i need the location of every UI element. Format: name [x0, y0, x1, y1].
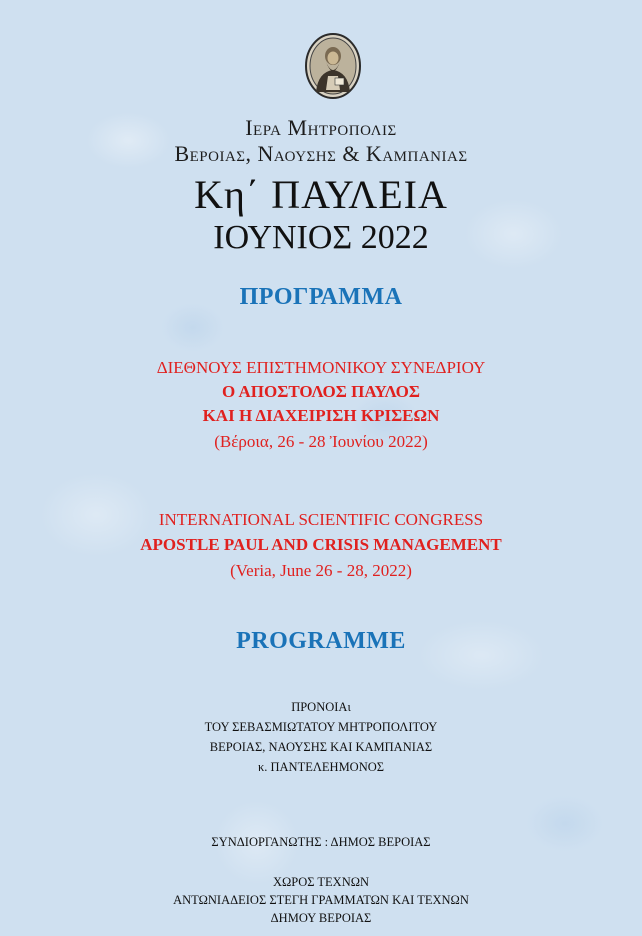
patronage-line-3: ΒΕΡΟΙΑΣ, ΝΑΟΥΣΗΣ ΚΑΙ ΚΑΜΠΑΝΙΑΣ [209, 740, 433, 754]
greek-congress-line-2: Ο ΑΠΟΣΤΟΛΟΣ ΠΑΥΛΟΣ [221, 382, 421, 401]
co-organizer: ΣΥΝΔΙΟΡΓΑΝΩΤΗΣ : ΔΗΜΟΣ ΒΕΡΟΙΑΣ [211, 835, 431, 849]
greek-congress-line-1: ΔΙΕΘΝΟΥΣ ΕΠΙΣΤΗΜΟΝΙΚΟΥ ΣΥΝΕΔΡΙΟΥ [156, 358, 486, 377]
english-program-heading: PROGRAMME [236, 628, 406, 654]
metropolis-line: Ιερα Μητροπολις [245, 115, 397, 140]
event-month-year: ΙΟΥΝΙΟΣ 2022 [213, 219, 429, 256]
english-congress-dates: (Veria, June 26 - 28, 2022) [230, 561, 412, 580]
venue-line-2: ΑΝΤΩΝΙΑΔΕΙΟΣ ΣΤΕΓΗ ΓΡΑΜΜΑΤΩΝ ΚΑΙ ΤΕΧΝΩΝ [173, 893, 469, 907]
patronage-line-4: κ. ΠΑΝΤΕΛΕΗΜΟΝΟΣ [257, 760, 385, 774]
patronage-line-1: ΠΡΟΝΟΙΑι [291, 700, 351, 714]
english-congress-line-2: APOSTLE PAUL AND CRISIS MANAGEMENT [140, 535, 502, 554]
greek-program-heading: ΠΡΟΓΡΑΜΜΑ [239, 284, 403, 310]
metropolis-region-line: Βεροιας, Ναουσης & Καμπανιας [174, 141, 468, 166]
english-congress-line-1: INTERNATIONAL SCIENTIFIC CONGRESS [158, 510, 484, 529]
venue-line-3: ΔΗΜΟΥ ΒΕΡΟΙΑΣ [270, 911, 372, 925]
event-title: Κη΄ ΠΑΥΛΕΙΑ [194, 172, 448, 217]
greek-congress-line-3: ΚΑΙ Η ΔΙΑΧΕΙΡΙΣΗ ΚΡΙΣΕΩΝ [202, 406, 440, 425]
venue-line-1: ΧΩΡΟΣ ΤΕΧΝΩΝ [272, 875, 370, 889]
apostle-paul-emblem-icon [304, 32, 362, 100]
greek-congress-dates: (Βέροια, 26 - 28 Ἰουνίου 2022) [214, 432, 428, 451]
patronage-line-2: ΤΟΥ ΣΕΒΑΣΜΙΩΤΑΤΟΥ ΜΗΤΡΟΠΟΛΙΤΟΥ [204, 720, 438, 734]
